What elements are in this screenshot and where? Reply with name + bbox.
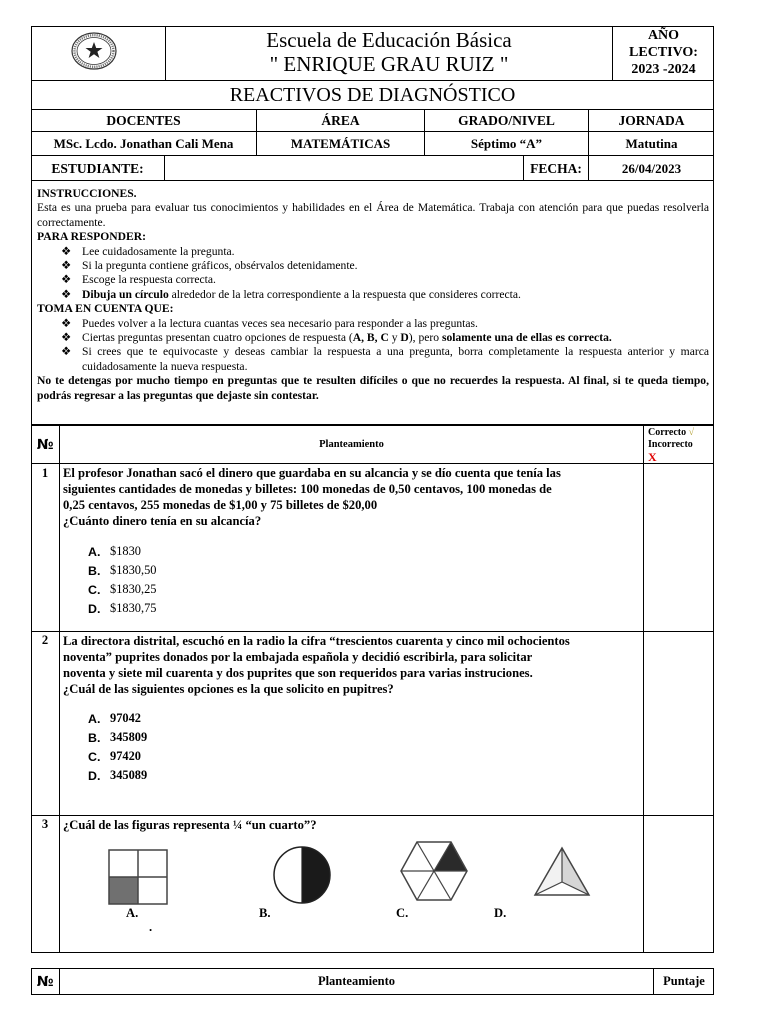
estudiante-field[interactable] [166,157,522,180]
q1-option-c[interactable]: C. $1830,25 [88,582,157,597]
q1-option-d[interactable]: D. $1830,75 [88,601,157,616]
bullet-icon: ❖ [61,287,72,301]
figure-b-label[interactable]: B. [259,906,271,920]
q2-option-a[interactable]: A. 97042 [88,711,141,726]
respond-item-3: ❖ Escoge la respuesta correcta. [61,273,216,287]
bullet-icon: ❖ [61,259,72,273]
q-col-line-1 [59,425,60,953]
footer-col-puntaje: Puntaje [663,974,705,988]
footer-col-planteamiento: Planteamiento [317,974,396,988]
respond-item-4: ❖ Dibuja un círculo alrededor de la letra correspondiente a la respuesta que consideres correcta. [61,287,521,301]
figure-a-square [108,849,168,905]
footer-col-num: № [36,973,54,990]
year-label-1: AÑO [647,27,680,43]
q1-option-b[interactable]: B. $1830,50 [88,563,157,578]
col-jornada: JORNADA [618,112,685,128]
q2-option-b[interactable]: B. 345809 [88,730,148,745]
figure-b-circle [272,845,332,905]
year-value: 2023 -2024 [631,61,696,77]
q-col-correcto [648,427,714,465]
account-item-1: ❖ Puedes volver a la lectura cuantas veces sea necesario para responder a las preguntas. [61,316,478,330]
bullet-icon: ❖ [61,244,72,258]
figure-a-label[interactable]: A. [126,906,139,920]
figure-d-label[interactable]: D. [494,906,507,920]
year-label-2: LECTIVO: [629,44,698,60]
figure-c-hexagon [400,841,468,901]
q-row-line-3 [31,815,714,816]
q2-option-c[interactable]: C. 97420 [88,749,141,764]
q3-text: ¿Cuál de las figuras representa ¼ “un cuarto”? [63,818,317,832]
respond-title: PARA RESPONDER: [37,230,146,244]
fecha-value: 26/04/2023 [621,160,682,176]
account-item-3: ❖ Si crees que te equivocaste y deseas cambiar la respuesta a una pregunta, borra completamente la respuesta anterior y marca cuidadosamente la nueva respuesta. [61,345,709,373]
info-col-line-4 [164,155,165,181]
instructions-closing: No te detengas por mucho tiempo en preguntas que te resulten difíciles o que no recuerdes la respuesta. Al final, si te queda tiempo, podrás regresar a las preguntas que dejaste sin contestar. [37,374,709,402]
stray-dot: . [149,920,153,934]
instructions-content [37,187,709,403]
q-col-line-2 [643,425,644,953]
school-subname: " ENRIQUE GRAU RUIZ " [269,51,509,76]
instructions-intro: Esta es una prueba para evaluar tus conocimientos y habilidades en el Área de Matemática. Trabaja con atención para que puedas resolverla correctamente. [37,201,709,229]
x-mark-icon: X [648,450,657,464]
school-seal-logo [70,31,118,71]
q2-option-d[interactable]: D. 345089 [88,768,148,783]
bullet-icon: ❖ [61,273,72,287]
col-docentes: DOCENTES [106,112,181,128]
col-grado: GRADO/NIVEL [458,112,555,128]
q1-number: 1 [41,466,49,480]
figure-c-label[interactable]: C. [396,906,409,920]
area-value: MATEMÁTICAS [290,135,391,151]
q2-text: La directora distrital, escuchó en la radio la cifra “trescientos cuarenta y cinco mil ochocientos noventa” puprites donados por la embajada española y decidió escribirla, para solicitar noventa y siete mil cuarenta y dos puprites que son requeridos para varias instruciones. ¿Cuál de las siguientes opciones es la que solicito en pupitres? [63,634,570,696]
test-title: REACTIVOS DE DIAGNÓSTICO [229,83,516,106]
check-mark-icon: √ [688,427,695,438]
bullet-icon: ❖ [61,316,72,330]
correcto-label: Correcto [648,427,687,438]
q1-text: El profesor Jonathan sacó el dinero que guardaba en su alcancia y se dío cuenta que tenía las siguientes cantidades de monedas y billetes: 100 monedas de 0,50 centavos, 100 monedas de 0,25 centavos, 255 monedas de $1,00 y 75 billetes de $20,00 ¿Cuánto dinero tenía en su alcancía? [63,466,561,528]
docente-value: MSc. Lcdo. Jonathan Cali Mena [53,135,234,151]
q2-number: 2 [41,633,49,647]
respond-item-2: ❖ Si la pregunta contiene gráficos, obsérvalos detenidamente. [61,259,358,273]
estudiante-label: ESTUDIANTE: [51,160,144,176]
jornada-value: Matutina [625,135,678,151]
school-name: Escuela de Educación Básica [266,27,512,52]
figure-d-pyramid [532,846,592,898]
account-title: TOMA EN CUENTA QUE: [37,302,174,316]
respond-item-1: ❖ Lee cuidadosamente la pregunta. [61,244,235,258]
bullet-icon: ❖ [61,331,72,345]
col-area: ÁREA [321,112,360,128]
incorrecto-label: Incorrecto [648,439,693,450]
q-col-num: № [36,436,54,453]
instructions-title: INSTRUCCIONES. [37,187,137,200]
fecha-label: FECHA: [530,160,582,176]
account-item-2: ❖ Ciertas preguntas presentan cuatro opciones de respuesta (A, B, C y D), pero solamente una de ellas es correcta. [61,331,612,345]
q3-number: 3 [41,817,49,831]
q1-option-a[interactable]: A. $1830 [88,544,141,559]
q-row-line-2 [31,631,714,632]
bullet-icon: ❖ [61,345,72,359]
q-row-line-1 [31,463,714,464]
q-col-planteamiento: Planteamiento [319,439,384,450]
grado-value: Séptimo “A” [470,135,543,151]
